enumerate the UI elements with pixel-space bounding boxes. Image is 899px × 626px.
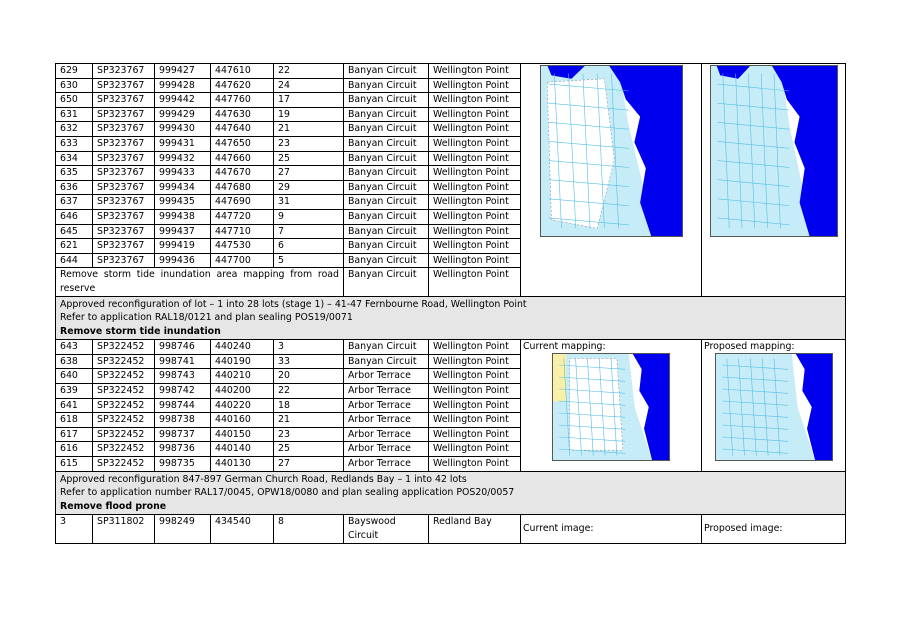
street-cell: Banyan Circuit xyxy=(344,151,429,166)
assessment-no-cell: 440200 xyxy=(211,384,274,399)
property-no-cell: 999429 xyxy=(155,107,211,122)
lot-cell: 643 xyxy=(56,340,93,355)
property-no-cell: 998738 xyxy=(155,413,211,428)
suburb-cell: Wellington Point xyxy=(429,384,521,399)
property-no-cell: 999437 xyxy=(155,224,211,239)
street-cell: Banyan Circuit xyxy=(344,107,429,122)
section3-bold: Remove flood prone xyxy=(60,500,167,512)
current-map-cell-1 xyxy=(521,64,702,297)
section2-line1: Approved reconfiguration of lot – 1 into 28 lots (stage 1) – 41-47 Fernbourne Road, Wellington Point xyxy=(60,298,527,310)
plan-cell: SP323767 xyxy=(93,122,155,137)
assessment-no-cell: 440150 xyxy=(211,427,274,442)
assessment-no-cell: 447530 xyxy=(211,239,274,254)
property-no-cell: 999427 xyxy=(155,64,211,79)
lot-cell: 641 xyxy=(56,398,93,413)
plan-cell: SP322452 xyxy=(93,398,155,413)
assessment-no-cell: 440160 xyxy=(211,413,274,428)
street-no-cell: 18 xyxy=(274,398,344,413)
suburb-cell: Wellington Point xyxy=(429,122,521,137)
property-no-cell: 999431 xyxy=(155,136,211,151)
assessment-no-cell: 440130 xyxy=(211,457,274,472)
suburb-cell: Wellington Point xyxy=(429,180,521,195)
suburb-cell: Wellington Point xyxy=(429,209,521,224)
plan-cell: SP322452 xyxy=(93,442,155,457)
property-no-cell: 999436 xyxy=(155,253,211,268)
proposed-map-cell-1 xyxy=(702,64,846,297)
street-cell: Banyan Circuit xyxy=(344,354,429,369)
suburb-cell: Wellington Point xyxy=(429,107,521,122)
proposed-image-cell xyxy=(702,515,846,543)
plan-cell: SP322452 xyxy=(93,384,155,399)
lot-cell: 615 xyxy=(56,457,93,472)
street-cell: Banyan Circuit xyxy=(344,195,429,210)
street-cell: Banyan Circuit xyxy=(344,239,429,254)
street-cell: Arbor Terrace xyxy=(344,427,429,442)
street-cell: Arbor Terrace xyxy=(344,413,429,428)
plan-cell: SP323767 xyxy=(93,166,155,181)
proposed-mapping-cell xyxy=(702,340,846,471)
plan-cell: SP322452 xyxy=(93,369,155,384)
plan-cell: SP322452 xyxy=(93,457,155,472)
plan-cell: SP311802 xyxy=(93,515,155,543)
street-no-cell: 27 xyxy=(274,457,344,472)
assessment-no-cell: 447680 xyxy=(211,180,274,195)
current-mapping-cell xyxy=(521,340,702,471)
lot-cell: 637 xyxy=(56,195,93,210)
suburb-cell: Wellington Point xyxy=(429,224,521,239)
plan-cell: SP323767 xyxy=(93,180,155,195)
section2 xyxy=(56,296,846,340)
plan-cell: SP323767 xyxy=(93,107,155,122)
plan-cell: SP323767 xyxy=(93,78,155,93)
lot-cell: 644 xyxy=(56,253,93,268)
block1-body xyxy=(56,64,846,297)
suburb-cell: Wellington Point xyxy=(429,93,521,108)
suburb-cell: Wellington Point xyxy=(429,78,521,93)
street-cell: Arbor Terrace xyxy=(344,369,429,384)
lot-cell: 616 xyxy=(56,442,93,457)
suburb-cell: Wellington Point xyxy=(429,413,521,428)
street-cell: Banyan Circuit xyxy=(344,180,429,195)
assessment-no-cell: 447710 xyxy=(211,224,274,239)
lot-cell: 638 xyxy=(56,354,93,369)
plan-cell: SP322452 xyxy=(93,413,155,428)
assessment-no-cell: 434540 xyxy=(211,515,274,543)
street-no-cell: 33 xyxy=(274,354,344,369)
lot-cell: 636 xyxy=(56,180,93,195)
street-no-cell: 17 xyxy=(274,93,344,108)
lot-cell: 630 xyxy=(56,78,93,93)
plan-cell: SP322452 xyxy=(93,354,155,369)
table-row xyxy=(56,340,846,355)
property-no-cell: 999432 xyxy=(155,151,211,166)
plan-cell: SP323767 xyxy=(93,151,155,166)
street-no-cell: 5 xyxy=(274,253,344,268)
property-no-cell: 998249 xyxy=(155,515,211,543)
current-image-label: Current image: xyxy=(523,523,594,534)
lot-cell: 3 xyxy=(56,515,93,543)
plan-cell: SP322452 xyxy=(93,427,155,442)
proposed-map-image-1 xyxy=(710,65,838,237)
proposed-map-image-2 xyxy=(715,353,833,461)
plan-cell: SP323767 xyxy=(93,209,155,224)
lot-cell: 634 xyxy=(56,151,93,166)
street-no-cell: 6 xyxy=(274,239,344,254)
property-no-cell: 998744 xyxy=(155,398,211,413)
block2-body xyxy=(56,340,846,471)
plan-cell: SP323767 xyxy=(93,224,155,239)
street-no-cell: 8 xyxy=(274,515,344,543)
assessment-no-cell: 440220 xyxy=(211,398,274,413)
street-no-cell: 3 xyxy=(274,340,344,355)
suburb-cell: Redland Bay xyxy=(429,515,521,543)
lot-cell: 629 xyxy=(56,64,93,79)
street-no-cell: 25 xyxy=(274,442,344,457)
street-no-cell: 31 xyxy=(274,195,344,210)
street-no-cell: 22 xyxy=(274,384,344,399)
plan-cell: SP323767 xyxy=(93,93,155,108)
street-no-cell: 22 xyxy=(274,64,344,79)
property-no-cell: 999430 xyxy=(155,122,211,137)
plan-cell: SP323767 xyxy=(93,253,155,268)
street-cell: Banyan Circuit xyxy=(344,268,429,296)
proposed-image-label: Proposed image: xyxy=(704,523,783,534)
planning-table xyxy=(55,63,846,544)
plan-cell: SP323767 xyxy=(93,195,155,210)
assessment-no-cell: 447760 xyxy=(211,93,274,108)
lot-cell: 635 xyxy=(56,166,93,181)
property-no-cell: 998742 xyxy=(155,384,211,399)
assessment-no-cell: 440190 xyxy=(211,354,274,369)
assessment-no-cell: 447610 xyxy=(211,64,274,79)
lot-cell: 621 xyxy=(56,239,93,254)
street-no-cell: 7 xyxy=(274,224,344,239)
plan-cell: SP323767 xyxy=(93,136,155,151)
section3-line1: Approved reconfiguration 847-897 German Church Road, Redlands Bay – 1 into 42 lots xyxy=(60,473,467,485)
table-row xyxy=(56,64,846,79)
assessment-no-cell: 440240 xyxy=(211,340,274,355)
plan-cell: SP323767 xyxy=(93,64,155,79)
street-no-cell: 21 xyxy=(274,122,344,137)
plan-cell: SP322452 xyxy=(93,340,155,355)
suburb-cell: Wellington Point xyxy=(429,457,521,472)
assessment-no-cell: 447700 xyxy=(211,253,274,268)
street-cell: Arbor Terrace xyxy=(344,398,429,413)
suburb-cell: Wellington Point xyxy=(429,151,521,166)
street-cell: Banyan Circuit xyxy=(344,209,429,224)
street-cell: Bayswood Circuit xyxy=(344,515,429,543)
street-no-cell: 9 xyxy=(274,209,344,224)
street-no-cell: 23 xyxy=(274,136,344,151)
street-no-cell: 25 xyxy=(274,151,344,166)
street-cell: Arbor Terrace xyxy=(344,384,429,399)
current-mapping-label: Current mapping: xyxy=(523,341,606,353)
street-cell: Banyan Circuit xyxy=(344,93,429,108)
plan-cell: SP323767 xyxy=(93,239,155,254)
assessment-no-cell: 447660 xyxy=(211,151,274,166)
section2-line2: Refer to application RAL18/0121 and plan sealing POS19/0071 xyxy=(60,312,353,324)
street-cell: Banyan Circuit xyxy=(344,166,429,181)
street-cell: Arbor Terrace xyxy=(344,442,429,457)
property-no-cell: 998741 xyxy=(155,354,211,369)
table-row xyxy=(56,515,846,543)
suburb-cell: Wellington Point xyxy=(429,340,521,355)
assessment-no-cell: 447720 xyxy=(211,209,274,224)
proposed-mapping-label: Proposed mapping: xyxy=(704,341,795,353)
suburb-cell: Wellington Point xyxy=(429,442,521,457)
lot-cell: 632 xyxy=(56,122,93,137)
street-no-cell: 27 xyxy=(274,166,344,181)
street-cell: Banyan Circuit xyxy=(344,224,429,239)
assessment-no-cell: 447670 xyxy=(211,166,274,181)
suburb-cell: Wellington Point xyxy=(429,398,521,413)
property-no-cell: 998736 xyxy=(155,442,211,457)
assessment-no-cell: 447650 xyxy=(211,136,274,151)
current-map-image-2 xyxy=(552,353,670,461)
current-image-cell xyxy=(521,515,702,543)
suburb-cell: Wellington Point xyxy=(429,166,521,181)
suburb-cell: Wellington Point xyxy=(429,195,521,210)
suburb-cell: Wellington Point xyxy=(429,268,521,296)
street-cell: Banyan Circuit xyxy=(344,253,429,268)
street-cell: Banyan Circuit xyxy=(344,136,429,151)
property-no-cell: 998746 xyxy=(155,340,211,355)
lot-cell: 645 xyxy=(56,224,93,239)
suburb-cell: Wellington Point xyxy=(429,64,521,79)
assessment-no-cell: 447620 xyxy=(211,78,274,93)
block3-body xyxy=(56,515,846,543)
lot-cell: 639 xyxy=(56,384,93,399)
lot-cell: 640 xyxy=(56,369,93,384)
street-no-cell: 19 xyxy=(274,107,344,122)
property-no-cell: 998737 xyxy=(155,427,211,442)
street-cell: Banyan Circuit xyxy=(344,64,429,79)
suburb-cell: Wellington Point xyxy=(429,136,521,151)
assessment-no-cell: 447690 xyxy=(211,195,274,210)
street-no-cell: 29 xyxy=(274,180,344,195)
property-no-cell: 999419 xyxy=(155,239,211,254)
lot-cell: 631 xyxy=(56,107,93,122)
suburb-cell: Wellington Point xyxy=(429,369,521,384)
property-no-cell: 999438 xyxy=(155,209,211,224)
remove-mapping-text: Remove storm tide inundation area mapping from road reserve xyxy=(56,268,344,296)
lot-cell: 618 xyxy=(56,413,93,428)
suburb-cell: Wellington Point xyxy=(429,354,521,369)
property-no-cell: 999435 xyxy=(155,195,211,210)
street-no-cell: 20 xyxy=(274,369,344,384)
property-no-cell: 998743 xyxy=(155,369,211,384)
current-map-image-1 xyxy=(540,65,683,237)
street-cell: Arbor Terrace xyxy=(344,457,429,472)
lot-cell: 633 xyxy=(56,136,93,151)
section3 xyxy=(56,471,846,515)
suburb-cell: Wellington Point xyxy=(429,253,521,268)
assessment-no-cell: 440210 xyxy=(211,369,274,384)
section2-bold: Remove storm tide inundation xyxy=(60,325,221,337)
suburb-cell: Wellington Point xyxy=(429,427,521,442)
property-no-cell: 999434 xyxy=(155,180,211,195)
lot-cell: 650 xyxy=(56,93,93,108)
street-cell: Banyan Circuit xyxy=(344,340,429,355)
street-no-cell: 23 xyxy=(274,427,344,442)
assessment-no-cell: 447630 xyxy=(211,107,274,122)
lot-cell: 646 xyxy=(56,209,93,224)
property-no-cell: 999433 xyxy=(155,166,211,181)
section2-header xyxy=(56,296,846,340)
assessment-no-cell: 440140 xyxy=(211,442,274,457)
lot-cell: 617 xyxy=(56,427,93,442)
property-no-cell: 999442 xyxy=(155,93,211,108)
section3-header xyxy=(56,471,846,515)
street-cell: Banyan Circuit xyxy=(344,122,429,137)
section3-line2: Refer to application number RAL17/0045, OPW18/0080 and plan sealing application POS20/0057 xyxy=(60,487,515,499)
property-no-cell: 999428 xyxy=(155,78,211,93)
street-no-cell: 24 xyxy=(274,78,344,93)
street-cell: Banyan Circuit xyxy=(344,78,429,93)
property-no-cell: 998735 xyxy=(155,457,211,472)
assessment-no-cell: 447640 xyxy=(211,122,274,137)
street-no-cell: 21 xyxy=(274,413,344,428)
suburb-cell: Wellington Point xyxy=(429,239,521,254)
